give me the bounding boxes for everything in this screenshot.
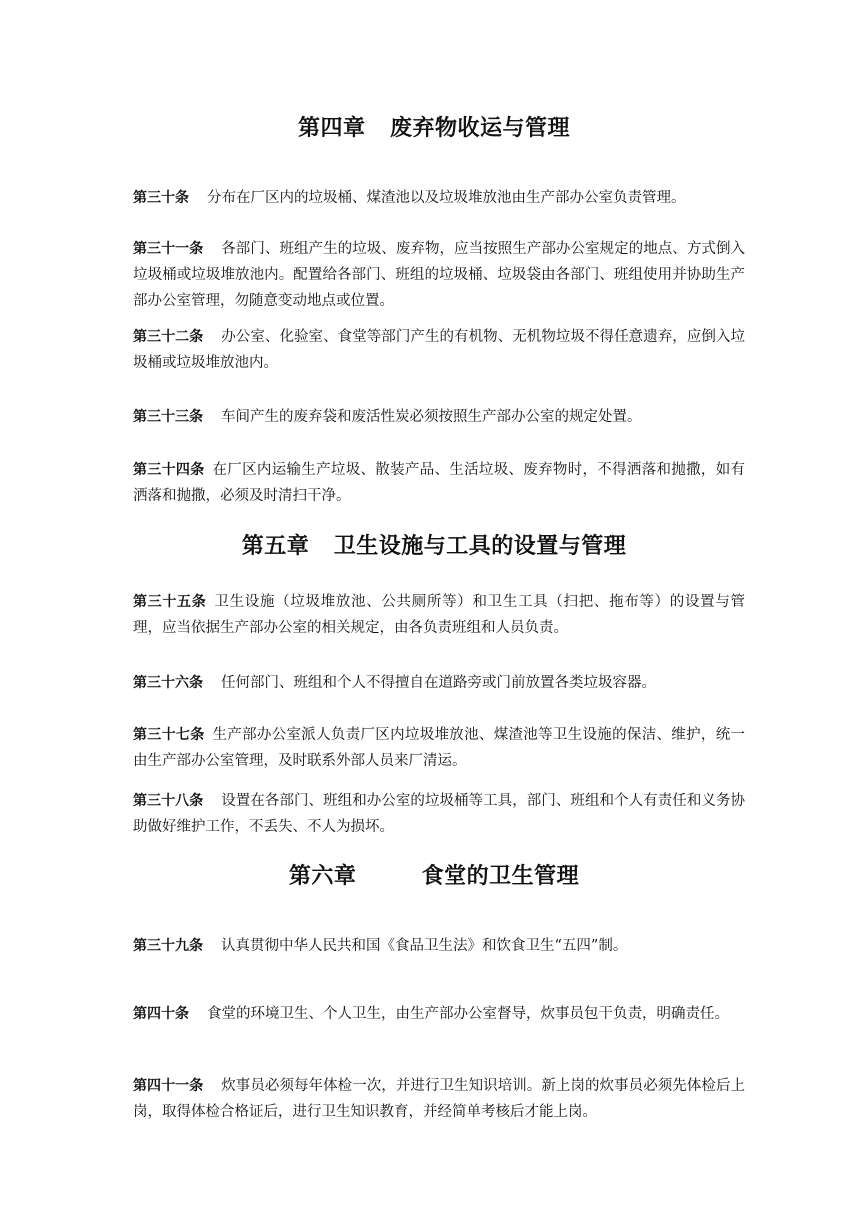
article-text: 炊事员必须每年体检一次，并进行卫生知识培训。新上岗的炊事员必须先体检后上岗，取得体检合格证后，进行卫生知识教育，并经简单考核后才能上岗。 [133,1078,745,1120]
article-paragraph [133,589,745,641]
article-number: 第三十九条 [133,938,203,954]
article-text: 任何部门、班组和个人不得擅自在道路旁或门前放置各类垃圾容器。 [221,675,656,691]
article-number: 第四十一条 [133,1078,204,1094]
article-paragraph [133,457,745,509]
article-text: 分布在厂区内的垃圾桶、煤渣池以及垃圾堆放池由生产部办公室负责管理。 [207,190,686,206]
article-paragraph [133,722,745,774]
article-paragraph [133,324,745,376]
article-paragraph [133,670,745,696]
article-number: 第三十四条 [133,462,205,478]
article-text: 设置在各部门、班组和办公室的垃圾桶等工具，部门、班组和个人有责任和义务协助做好维护工作，不丢失、不人为损坏。 [133,793,745,835]
article-paragraph [133,788,745,840]
article-paragraph [133,933,745,959]
article-number: 第三十三条 [133,409,203,425]
chapter-heading: 第四章 废弃物收运与管理 [298,116,570,141]
article-number: 第三十条 [133,190,189,206]
article-number: 第三十五条 [133,594,207,610]
article-text: 卫生设施（垃圾堆放池、公共厕所等）和卫生工具（扫把、拖布等）的设置与管理，应当依据生产部办公室的相关规定，由各负责班组和人员负责。 [133,594,746,636]
article-number: 第三十八条 [133,793,204,809]
chapter-heading: 第六章 食堂的卫生管理 [288,864,580,889]
article-text: 办公室、化验室、食堂等部门产生的有机物、无机物垃圾不得任意遗弃，应倒入垃圾桶或垃圾堆放池内。 [133,329,745,371]
article-paragraph [133,1073,745,1125]
article-paragraph [133,404,745,430]
article-text: 生产部办公室派人负责厂区内垃圾堆放池、煤渣池等卫生设施的保洁、维护，统一由生产部办公室管理，及时联系外部人员来厂清运。 [133,727,745,769]
article-number: 第三十一条 [133,241,204,257]
article-text: 车间产生的废弃袋和废活性炭必须按照生产部办公室的规定处置。 [221,409,642,425]
article-number: 第三十七条 [133,727,205,743]
article-text: 在厂区内运输生产垃圾、散装产品、生活垃圾、废弃物时，不得洒落和抛撒，如有洒落和抛撒，必须及时清扫干净。 [133,462,745,504]
article-text: 食堂的环境卫生、个人卫生，由生产部办公室督导，炊事员包干负责，明确责任。 [207,1006,729,1022]
article-number: 第四十条 [133,1006,189,1022]
article-text: 认真贯彻中华人民共和国《食品卫生法》和饮食卫生“五四”制。 [221,938,628,954]
article-paragraph [133,185,745,211]
article-paragraph [133,999,745,1029]
article-text: 各部门、班组产生的垃圾、废弃物，应当按照生产部办公室规定的地点、方式倒入垃圾桶或垃圾堆放池内。配置给各部门、班组的垃圾桶、垃圾袋由各部门、班组使用并协助生产部办公室管理，勿随意变动地点或位置。 [133,241,745,309]
article-number: 第三十二条 [133,329,204,345]
article-number: 第三十六条 [133,675,203,691]
article-paragraph [133,236,745,314]
chapter-heading: 第五章 卫生设施与工具的设置与管理 [241,534,627,559]
